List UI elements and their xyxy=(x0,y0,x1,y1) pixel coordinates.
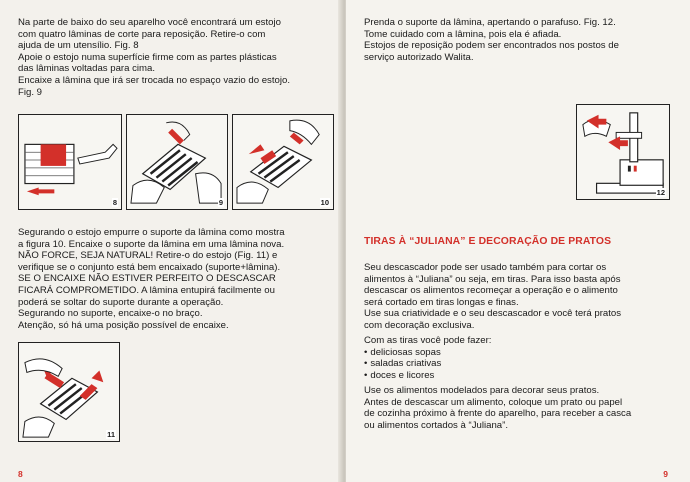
figure-12 xyxy=(576,104,670,200)
figure-8 xyxy=(18,114,122,210)
figure-12-number: 12 xyxy=(656,188,665,197)
page-number-right: 9 xyxy=(663,469,668,479)
list-item: • doces e licores xyxy=(364,370,682,382)
figure-11-number: 11 xyxy=(107,430,115,439)
section-heading: TIRAS À “JULIANA” E DECORAÇÃO DE PRATOS xyxy=(364,236,612,247)
right-page xyxy=(346,0,690,482)
figure-11 xyxy=(18,342,120,442)
figure-10-illustration xyxy=(233,115,333,209)
decorating-text: Use os alimentos modelados para decorar seus pratos. Antes de descascar um alimento, coloque um prato ou papel de cozinha próximo à frente do aparelho, para receber a casca ou alimentos cortados à “Juliana”. xyxy=(364,385,632,431)
figure-9-illustration xyxy=(127,115,227,209)
figure-8-number: 8 xyxy=(112,198,117,207)
right-body-text: Seu descascador pode ser usado também para cortar os alimentos à “Juliana” ou seja, em tiras. Para isso basta após descascar os alimentos recomeçar a operação e o alimento será cortado em tiras longas e finas. Use sua criatividade e o seu descascador e você terá pratos com decoração exclusiva. xyxy=(364,262,622,331)
page-number-left: 8 xyxy=(18,469,23,479)
list-item: • saladas criativas xyxy=(364,358,682,370)
figure-9-number: 9 xyxy=(218,198,223,207)
right-intro-text: Prenda o suporte da lâmina, apertando o parafuso. Fig. 12. Tome cuidado com a lâmina, pois ela é afiada. Estojos de reposição podem ser encontrados nos postos de serviço autorizado Walita. xyxy=(364,17,619,63)
figure-12-illustration xyxy=(577,105,669,199)
figure-10-number: 10 xyxy=(320,198,329,207)
list-intro: Com as tiras você pode fazer: xyxy=(364,335,492,346)
figure-8-illustration xyxy=(19,115,121,209)
uses-list-block xyxy=(364,335,682,381)
left-page xyxy=(0,0,344,482)
list-item: • deliciosas sopas xyxy=(364,347,682,359)
figure-10 xyxy=(232,114,334,210)
left-intro-text: Na parte de baixo do seu aparelho você encontrará um estojo com quatro lâminas de corte para reposição. Retire-o com ajuda de um utensílio. Fig. 8 Apoie o estojo numa superfície firme com as partes plásticas das lâminas voltadas para cima. Encaixe a lâmina que irá ser trocada no espaço vazio do estojo. Fig. 9 xyxy=(18,17,290,98)
left-instructions-text: Segurando o estojo empurre o suporte da lâmina como mostra a figura 10. Encaixe o suporte da lâmina em uma lâmina nova. NÃO FORCE, SEJA NATURAL! Retire-o do estojo (Fig. 11) e verifique se o conjunto está bem encaixado (suporte+lâmina). SE O ENCAIXE NÃO ESTIVER PERFEITO O DESCASCAR FICARÁ COMPROMETIDO. A lâmina entupirá facilmente ou poderá se soltar do suporte durante a operação. Segurando no suporte, encaixe-o no braço. Atenção, só há uma posição possível de encaixe. xyxy=(18,227,285,331)
uses-list xyxy=(364,347,682,382)
figure-9 xyxy=(126,114,228,210)
figure-11-illustration xyxy=(19,343,119,441)
